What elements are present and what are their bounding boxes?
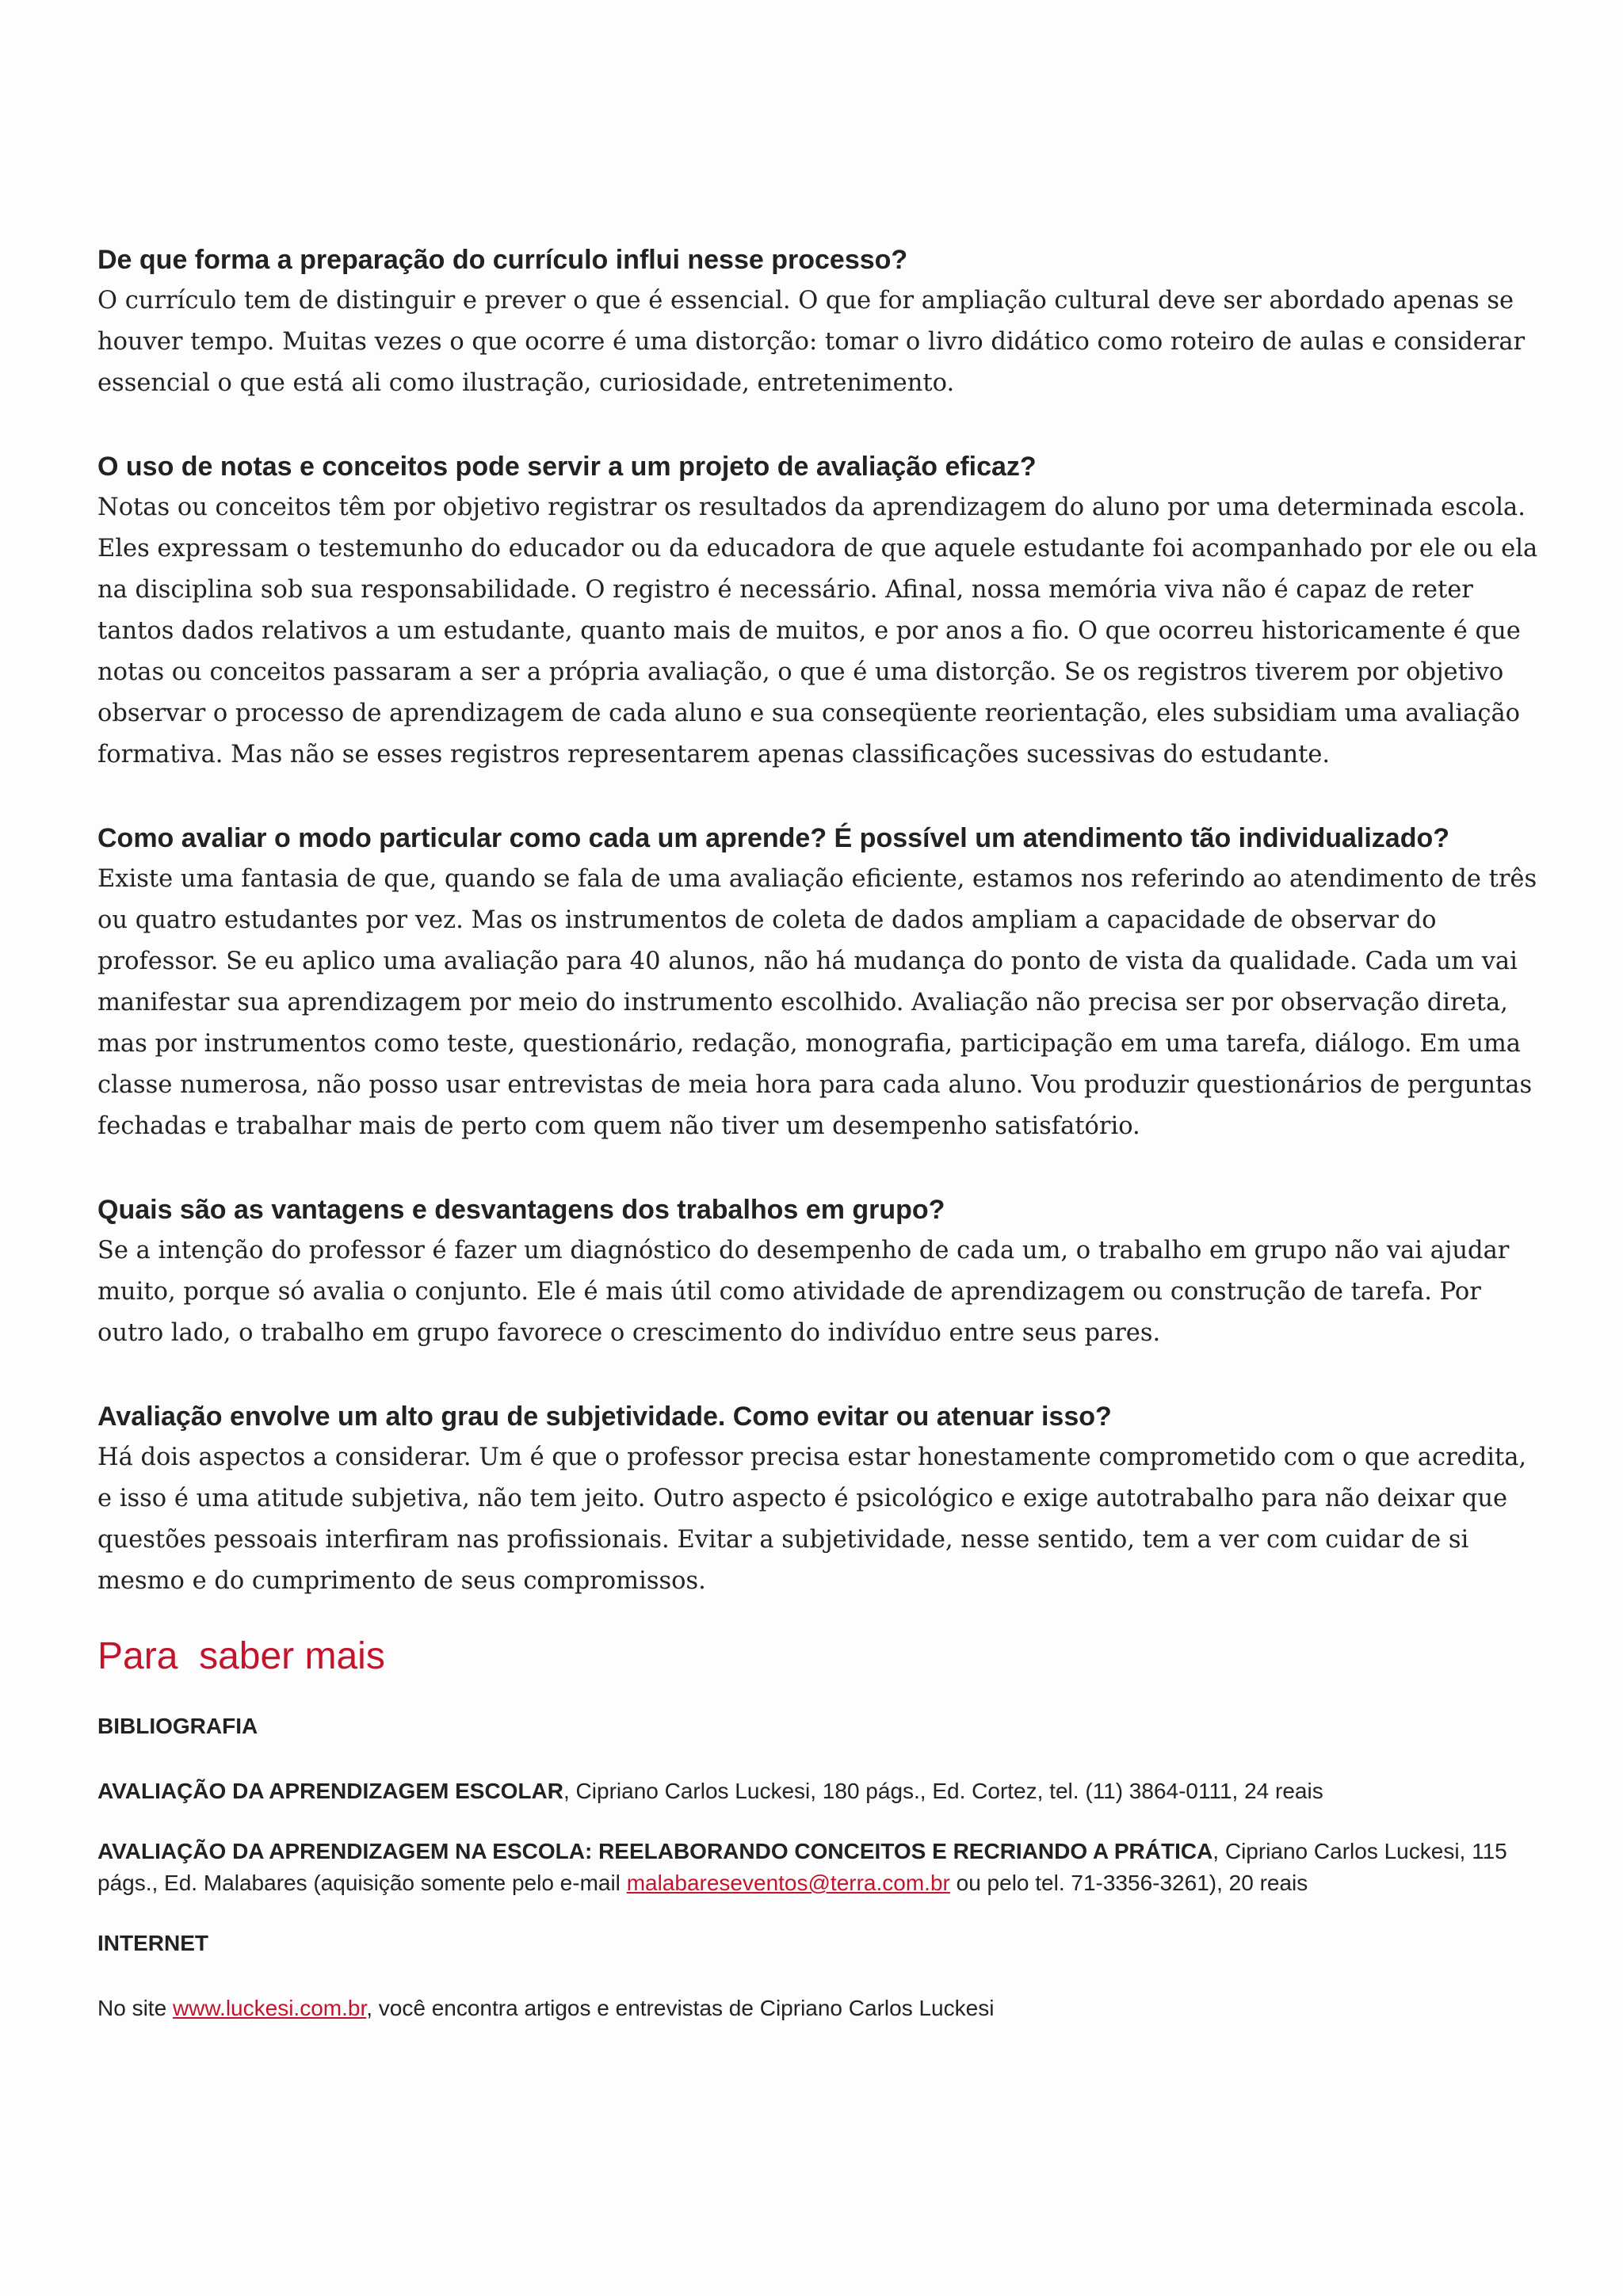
internet-heading: INTERNET — [97, 1931, 208, 1955]
article-page — [97, 239, 1541, 2053]
question-heading: De que forma a preparação do currículo influi nesse processo? — [97, 245, 908, 275]
question-heading: Avaliação envolve um alto grau de subjetividade. Como evitar ou atenuar isso? — [97, 1402, 1112, 1432]
answer-paragraph: Existe uma fantasia de que, quando se fala de uma avaliação eficiente, estamos nos referindo ao atendimento de três ou quatro estudantes por vez. Mas os instrumentos de coleta de dados ampliam a capacidade de observar do professor. Se eu aplico uma avaliação para 40 alunos, não há mudança do ponto de vista da qualidade. Cada um vai manifestar sua aprendizagem por meio do instrumento escolhido. Avaliação não precisa ser por observação direta, mas por instrumentos como teste, questionário, redação, monografia, participação em uma tarefa, diálogo. Em uma classe numerosa, não posso usar entrevistas de meia hora para cada aluno. Vou produzir questionários de perguntas fechadas e trabalhar mais de perto com quem não tiver um desempenho satisfatório. — [97, 865, 1537, 1140]
qa-block-grades — [97, 446, 1541, 776]
answer-paragraph: O currículo tem de distinguir e prever o que é essencial. O que for ampliação cultural deve ser abordado apenas se houver tempo. Muitas vezes o que ocorre é uma distorção: tomar o livro didático como roteiro de aulas e considerar essencial o que está ali como ilustração, curiosidade, entretenimento. — [97, 287, 1526, 397]
answer-paragraph: Notas ou conceitos têm por objetivo registrar os resultados da aprendizagem do aluno por uma determinada escola. Eles expressam o testemunho do educador ou da educadora de que aquele estudante foi acompanhado por ele ou ela na disciplina sob sua responsabilidade. O registro é necessário. Afinal, nossa memória viva não é capaz de reter tantos dados relativos a um estudante, quanto mais de muitos, e por anos a fio. O que ocorreu historicamente é que notas ou conceitos passaram a ser a própria avaliação, o que é uma distorção. Se os registros tiverem por objetivo observar o processo de aprendizagem de cada aluno e sua conseqüente reorientação, eles subsidiam uma avaliação formativa. Mas não se esses registros representarem apenas classificações sucessivas do estudante. — [97, 494, 1538, 769]
question-heading: Como avaliar o modo particular como cada um aprende? É possível um atendimento tão individualizado? — [97, 823, 1449, 853]
internet-entry — [97, 1993, 1541, 2024]
question-heading: O uso de notas e conceitos pode servir a um projeto de avaliação eficaz? — [97, 452, 1037, 482]
answer-paragraph: Há dois aspectos a considerar. Um é que o professor precisa estar honestamente comprometido com o que acredita, e isso é uma atitude subjetiva, não tem jeito. Outro aspecto é psicológico e exige autotrabalho para não deixar que questões pessoais interfiram nas profissionais. Evitar a subjetividade, nesse sentido, tem a ver com cuidar de si mesmo e do cumprimento de seus compromissos. — [97, 1444, 1527, 1595]
bibliography-heading: BIBLIOGRAFIA — [97, 1714, 258, 1738]
section-title-more: Para saber mais — [97, 1635, 385, 1677]
book-title: AVALIAÇÃO DA APRENDIZAGEM NA ESCOLA: REELABORANDO CONCEITOS E RECRIANDO A PRÁTICA — [97, 1839, 1213, 1863]
answer-paragraph: Se a intenção do professor é fazer um diagnóstico do desempenho de cada um, o trabalho em grupo não vai ajudar muito, porque só avalia o conjunto. Ele é mais útil como atividade de aprendizagem ou construção de tarefa. Por outro lado, o trabalho em grupo favorece o crescimento do indivíduo entre seus pares. — [97, 1237, 1510, 1347]
qa-block-groupwork — [97, 1189, 1541, 1354]
question-heading: Quais são as vantagens e desvantagens dos trabalhos em grupo? — [97, 1195, 945, 1225]
site-link[interactable]: www.luckesi.com.br — [172, 1996, 367, 2020]
email-link[interactable]: malabareseventos@terra.com.br — [626, 1871, 950, 1895]
bibliography-entry — [97, 1775, 1541, 1807]
qa-block-individual — [97, 818, 1541, 1147]
book-title: AVALIAÇÃO DA APRENDIZAGEM ESCOLAR — [97, 1779, 563, 1803]
book-details: , Cipriano Carlos Luckesi, 115 págs., Ed. Malabares (aquisição somente pelo e-mail — [97, 1839, 1507, 1895]
qa-block-curriculum — [97, 239, 1541, 404]
site-description: , você encontra artigos e entrevistas de Cipriano Carlos Luckesi — [366, 1996, 995, 2020]
book-details: , Cipriano Carlos Luckesi, 180 págs., Ed. Cortez, tel. (11) 3864-0111, 24 reais — [563, 1779, 1323, 1803]
book-details-end: ou pelo tel. 71-3356-3261), 20 reais — [949, 1871, 1308, 1895]
site-intro: No site — [97, 1996, 173, 2020]
qa-block-subjectivity — [97, 1396, 1541, 1602]
bibliography-entry — [97, 1836, 1541, 1899]
